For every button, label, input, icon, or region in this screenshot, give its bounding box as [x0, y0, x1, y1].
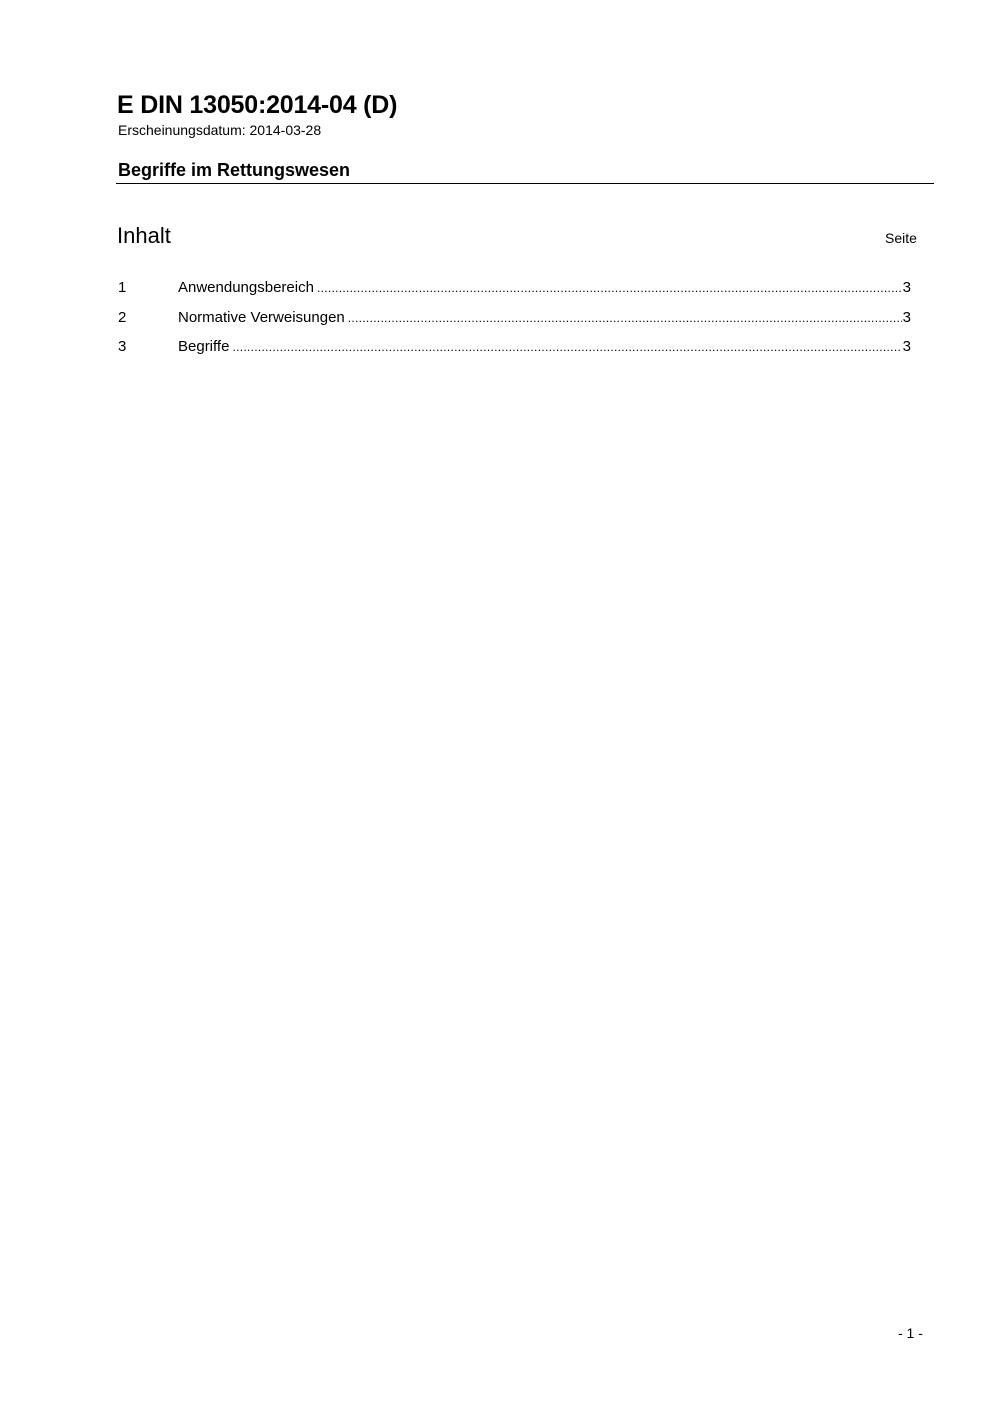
- toc-dot-leader: [317, 278, 902, 298]
- toc-entry-number: 2: [118, 308, 127, 326]
- page-number: - 1 -: [898, 1325, 923, 1341]
- toc-entry[interactable]: [118, 308, 911, 338]
- toc-heading: Inhalt: [117, 223, 171, 248]
- toc-dot-leader: [232, 337, 901, 357]
- toc-page-column-label: Seite: [885, 230, 917, 246]
- table-of-contents: [118, 278, 911, 367]
- toc-dot-leader: [348, 308, 902, 328]
- title-underline: [116, 183, 934, 184]
- toc-entry[interactable]: [118, 278, 911, 308]
- document-id: E DIN 13050:2014-04 (D): [117, 91, 398, 119]
- toc-entry-page: 3: [902, 338, 911, 355]
- toc-entry-title[interactable]: Normative Verweisungen: [178, 308, 345, 326]
- publication-date: Erscheinungsdatum: 2014-03-28: [118, 122, 322, 138]
- toc-entry-title[interactable]: Begriffe: [178, 338, 230, 355]
- document-title: Begriffe im Rettungswesen: [118, 160, 351, 180]
- toc-entry[interactable]: [118, 337, 911, 367]
- toc-entry-page: 3: [902, 279, 911, 296]
- toc-entry-page: 3: [902, 308, 911, 326]
- toc-entry-number: 1: [118, 279, 127, 296]
- toc-entry-title[interactable]: Anwendungsbereich: [178, 279, 314, 296]
- toc-entry-number: 3: [118, 338, 127, 355]
